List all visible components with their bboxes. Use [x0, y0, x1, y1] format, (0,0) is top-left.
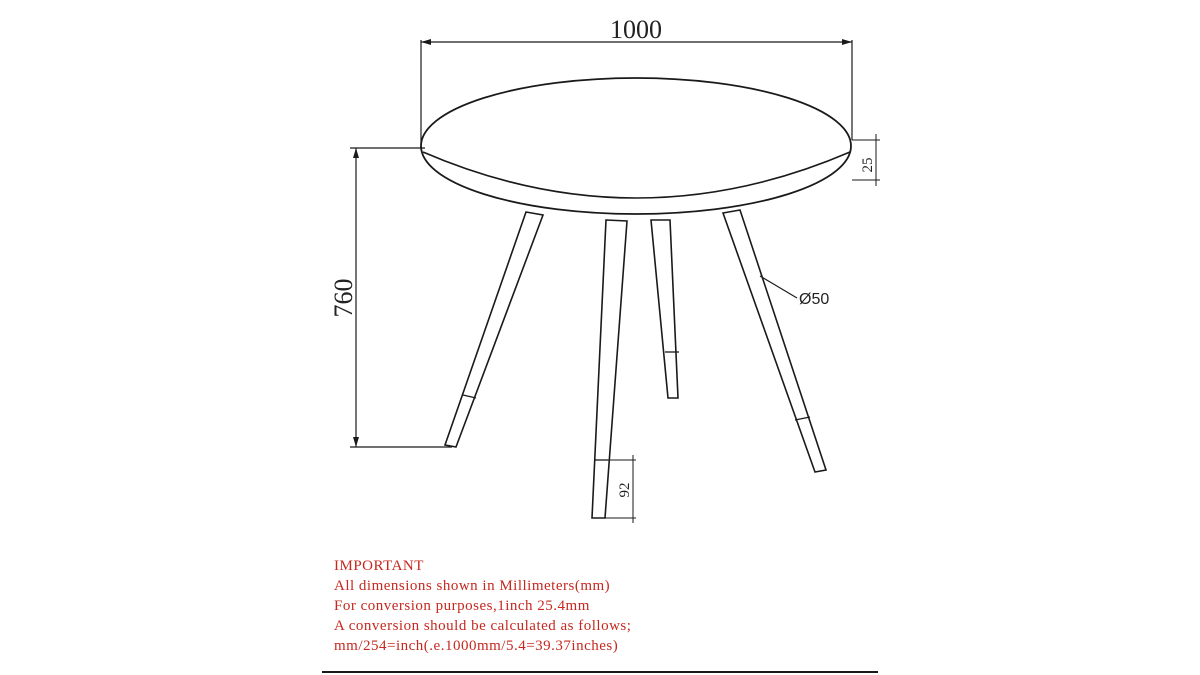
- height-label: 760: [329, 278, 358, 318]
- notes-title: IMPORTANT: [334, 558, 424, 574]
- bottom-rule: [322, 671, 878, 673]
- thickness-label: 25: [860, 157, 876, 173]
- height-dimension: [329, 148, 452, 447]
- notes-block: [334, 556, 631, 656]
- notes-line: For conversion purposes,1inch 25.4mm: [334, 598, 590, 614]
- width-label: 1000: [610, 15, 662, 44]
- leg-right: [723, 210, 826, 472]
- notes-line: All dimensions shown in Millimeters(mm): [334, 578, 611, 594]
- notes-line: A conversion should be calculated as follows;: [334, 618, 632, 634]
- width-dimension: [421, 15, 852, 148]
- tip-height-label: 92: [617, 482, 633, 498]
- table-top: [421, 78, 851, 214]
- notes-line: mm/254=inch(.e.1000mm/5.4=39.37inches): [334, 638, 619, 654]
- leg-diameter-label: Ø50: [799, 291, 830, 308]
- tip-height-dimension: [594, 455, 636, 523]
- leg-back-center: [651, 220, 679, 398]
- leg-front-center: [592, 220, 627, 518]
- thickness-dimension: [852, 134, 880, 186]
- leg-front-left: [445, 212, 543, 447]
